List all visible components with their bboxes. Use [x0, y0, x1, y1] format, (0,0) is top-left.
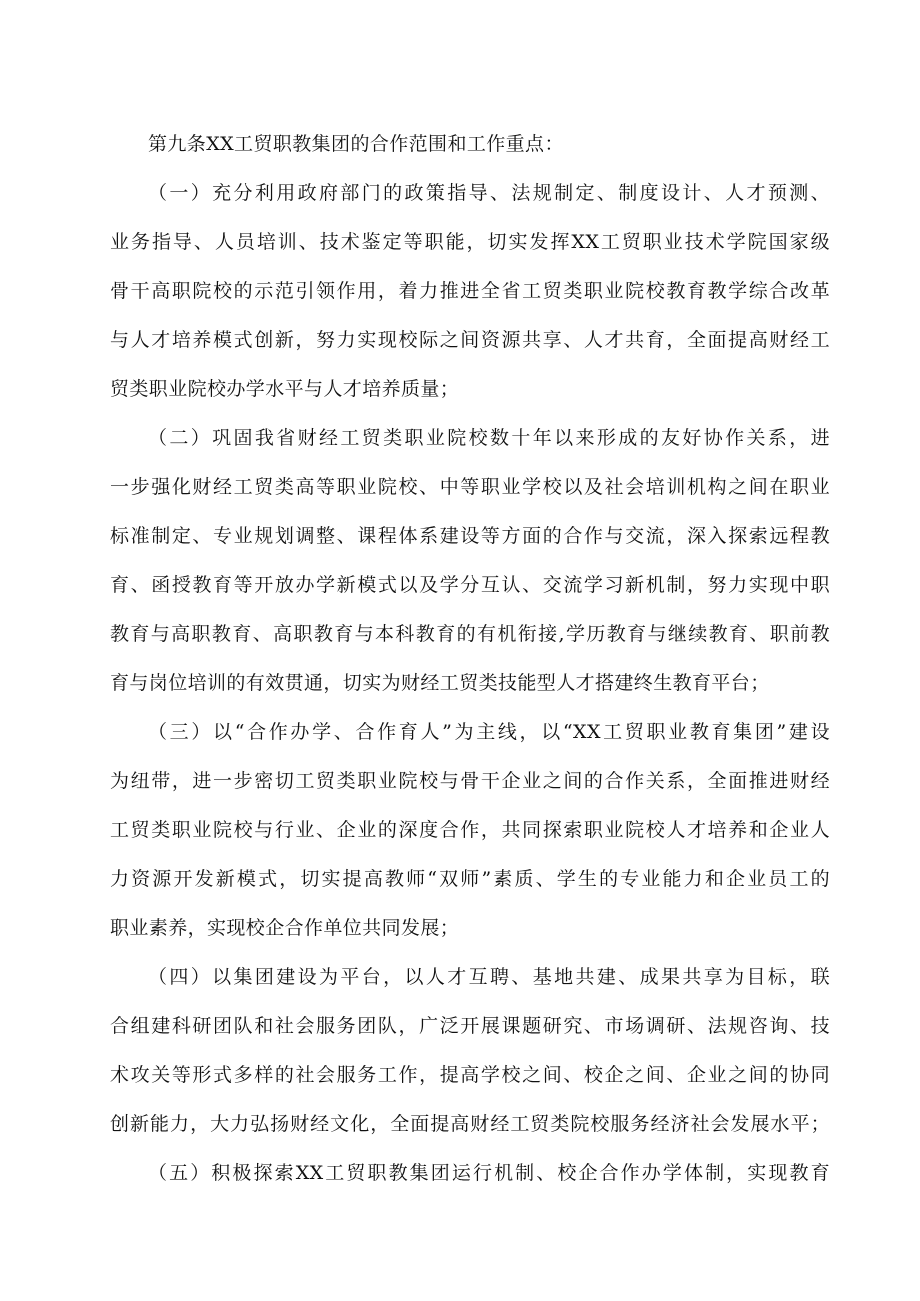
paragraph-line: 骨干高职院校的示范引领作用，着力推进全省工贸类职业院校教育教学综合改革: [110, 280, 830, 302]
paragraph-line: 贸类职业院校办学水平与人才培养质量；: [110, 378, 460, 400]
paragraph-line: 力资源开发新模式，切实提高教师“双师”素质、学生的专业能力和企业员工的: [110, 868, 830, 890]
paragraph-line: （三）以“合作办学、合作育人”为主线，以“XX工贸职业教育集团”建设: [148, 721, 830, 743]
paragraph-line: 标准制定、专业规划调整、课程体系建设等方面的合作与交流，深入探索远程教: [110, 525, 830, 547]
paragraph-line: 为纽带，进一步密切工贸类职业院校与骨干企业之间的合作关系，全面推进财经: [110, 770, 830, 792]
paragraph-line: （一）充分利用政府部门的政策指导、法规制定、制度设计、人才预测、: [148, 182, 830, 204]
paragraph-line: 与人才培养模式创新，努力实现校际之间资源共享、人才共育，全面提高财经工: [110, 329, 830, 351]
paragraph-line: 术攻关等形式多样的社会服务工作，提高学校之间、校企之间、企业之间的协同: [110, 1064, 830, 1086]
paragraph-line: 教育与高职教育、高职教育与本科教育的有机衔接,学历教育与继续教育、职前教: [110, 623, 830, 645]
paragraph-line: 育、函授教育等开放办学新模式以及学分互认、交流学习新机制，努力实现中职: [110, 574, 830, 596]
paragraph-line: 育与岗位培训的有效贯通，切实为财经工贸类技能型人才搭建终生教育平台；: [110, 672, 770, 694]
paragraph-line: 工贸类职业院校与行业、企业的深度合作，共同探索职业院校人才培养和企业人: [110, 819, 830, 841]
paragraph-line: 业务指导、人员培训、技术鉴定等职能，切实发挥XX工贸职业技术学院国家级: [110, 231, 830, 253]
paragraph-line: 职业素养，实现校企合作单位共同发展；: [110, 917, 460, 939]
paragraph-line: 合组建科研团队和社会服务团队，广泛开展课题研究、市场调研、法规咨询、技: [110, 1015, 830, 1037]
paragraph-line: （四）以集团建设为平台，以人才互聘、基地共建、成果共享为目标，联: [148, 966, 830, 988]
paragraph-line: 一步强化财经工贸类高等职业院校、中等职业学校以及社会培训机构之间在职业: [110, 476, 830, 498]
paragraph-line: 创新能力，大力弘扬财经文化，全面提高财经工贸类院校服务经济社会发展水平；: [110, 1113, 830, 1135]
article-heading: 第九条XX工贸职教集团的合作范围和工作重点：: [148, 133, 564, 155]
paragraph-line: （二）巩固我省财经工贸类职业院校数十年以来形成的友好协作关系，进: [148, 427, 830, 449]
paragraph-line: （五）积极探索XX工贸职教集团运行机制、校企合作办学体制，实现教育: [148, 1162, 830, 1184]
